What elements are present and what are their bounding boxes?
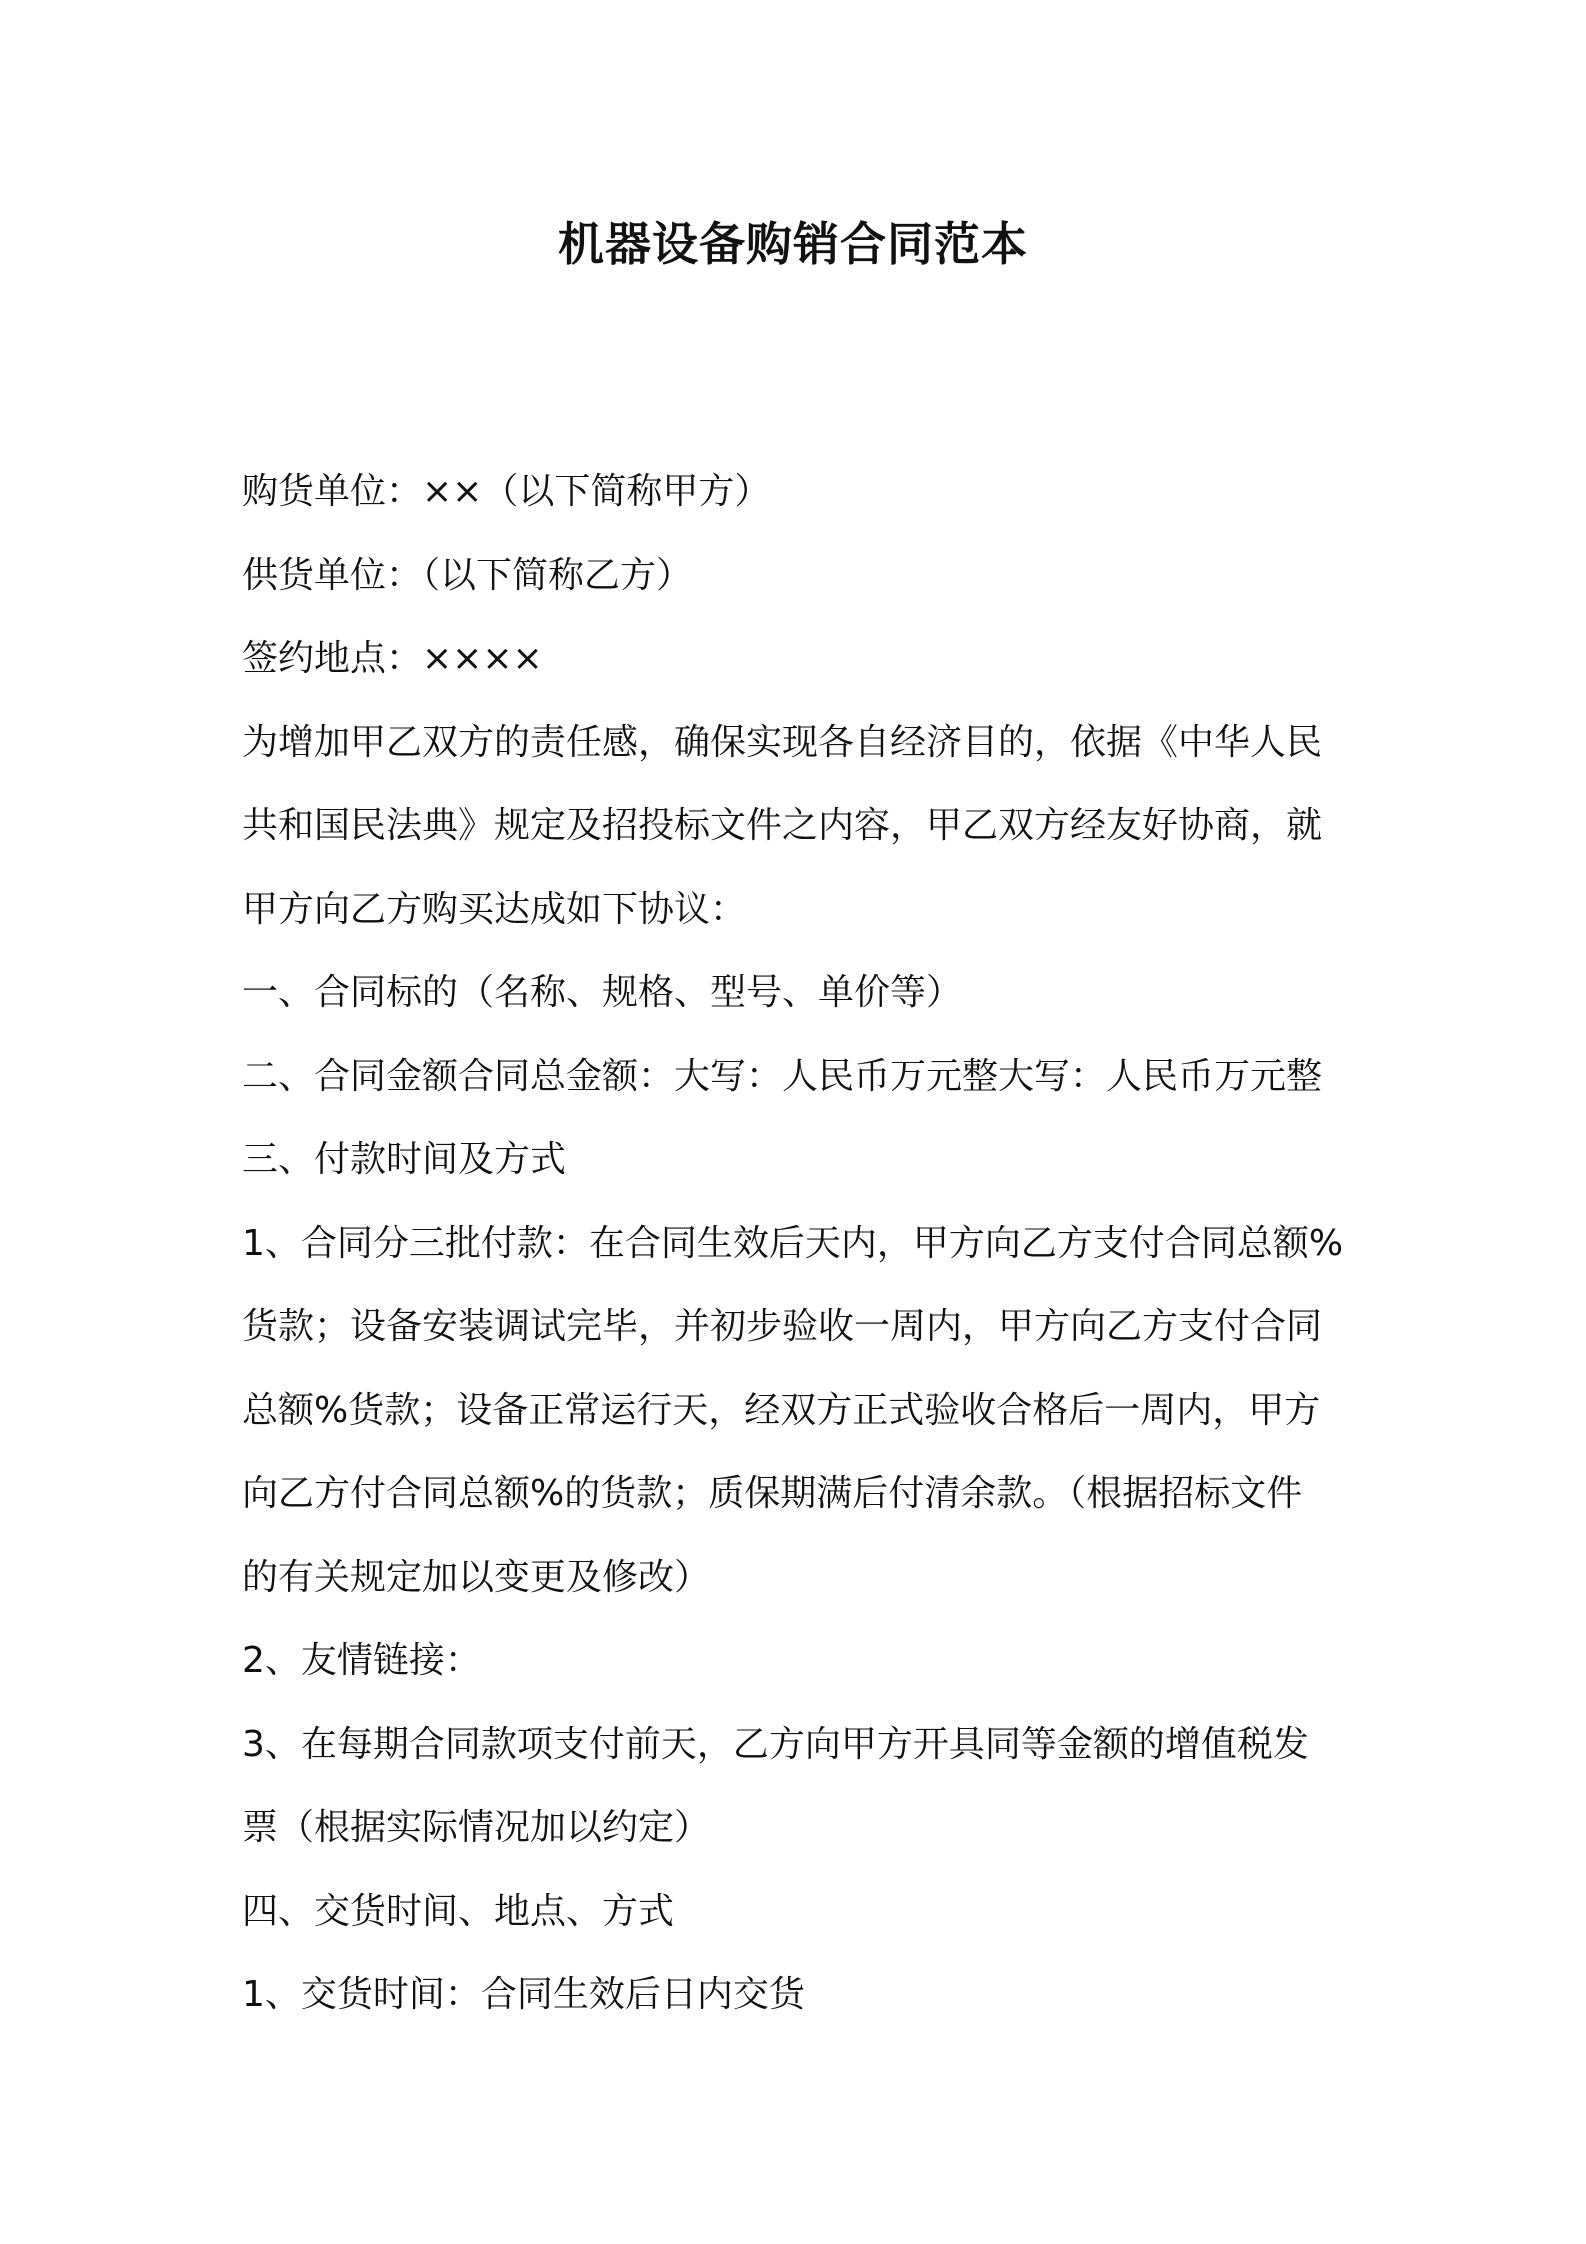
section-heading-payment: 三、付款时间及方式 — [242, 1139, 567, 1180]
section-heading-amount: 二、合同金额合同总金额：大写：人民币万元整大写：人民币万元整 — [242, 1055, 1323, 1097]
payment-clause-2: 2、友情链接： — [242, 1640, 481, 1681]
payment-clause-3b: 票（根据实际情况加以约定） — [242, 1807, 711, 1848]
line-signing-place: 签约地点：×××× — [242, 638, 543, 679]
payment-clause-1d: 向乙方付合同总额%的货款；质保期满后付清余款。（根据招标文件 — [242, 1473, 1303, 1514]
section-heading-delivery: 四、交货时间、地点、方式 — [242, 1890, 675, 1932]
payment-clause-1e: 的有关规定加以变更及修改） — [242, 1556, 711, 1598]
payment-clause-1b: 货款；设备安装调试完毕，并初步验收一周内，甲方向乙方支付合同 — [242, 1306, 1323, 1347]
line-supplier: 供货单位：（以下简称乙方） — [242, 554, 693, 596]
delivery-clause-1: 1、交货时间：合同生效后日内交货 — [242, 1974, 805, 2015]
line-preamble-2: 共和国民法典》规定及招投标文件之内容，甲乙双方经友好协商，就 — [242, 805, 1323, 846]
line-preamble-3: 甲方向乙方购买达成如下协议： — [242, 888, 747, 930]
line-preamble-1: 为增加甲乙双方的责任感，确保实现各自经济目的，依据《中华人民 — [242, 721, 1323, 763]
section-heading-subject: 一、合同标的（名称、规格、型号、单价等） — [242, 972, 963, 1013]
payment-clause-1a: 1、合同分三批付款：在合同生效后天内，甲方向乙方支付合同总额% — [242, 1222, 1344, 1264]
document-title: 机器设备购销合同范本 — [558, 217, 1028, 271]
document-body — [242, 450, 1362, 2037]
payment-clause-1c: 总额%货款；设备正常运行天，经双方正式验收合格后一周内，甲方 — [242, 1389, 1321, 1431]
line-buyer: 购货单位：××（以下简称甲方） — [242, 471, 771, 512]
payment-clause-3a: 3、在每期合同款项支付前天，乙方向甲方开具同等金额的增值税发 — [242, 1723, 1309, 1765]
